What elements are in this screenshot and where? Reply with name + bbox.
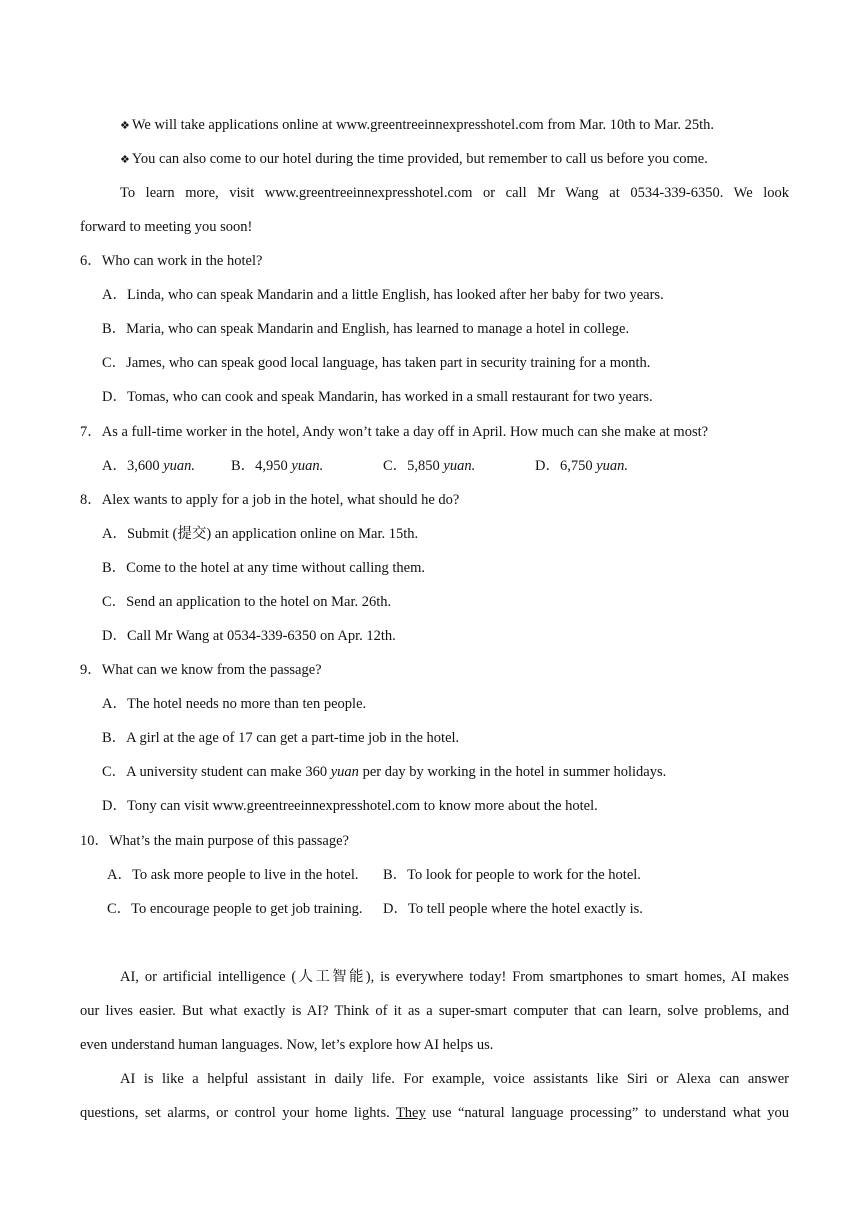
question-9-option-b: B．A girl at the age of 17 can get a part-time job in the hotel. bbox=[102, 730, 460, 746]
diamond-bullet-icon: ❖ bbox=[120, 153, 130, 166]
question-10-option-c: C．To encourage people to get job training. bbox=[107, 901, 363, 917]
question-9-option-c: C．A university student can make 360 yuan per day by working in the hotel in summer holidays. bbox=[102, 764, 667, 780]
question-8-option-d: D．Call Mr Wang at 0534-339-6350 on Apr. 12th. bbox=[102, 628, 396, 644]
question-7-option-d: D．6,750 yuan. bbox=[535, 458, 629, 474]
diamond-bullet-icon: ❖ bbox=[120, 119, 130, 132]
underlined-word-they: They bbox=[395, 1105, 426, 1121]
passage-b-p2-line-2: questions, set alarms, or control your home lights. They use “natural language processing” to understand what you bbox=[80, 1105, 789, 1121]
question-7-option-c: C．5,850 yuan. bbox=[383, 458, 476, 474]
question-8-option-c: C．Send an application to the hotel on Mar. 26th. bbox=[102, 594, 392, 610]
question-6-option-c: C．James, who can speak good local language, has taken part in security training for a month. bbox=[102, 355, 651, 371]
question-6-stem: 6．Who can work in the hotel? bbox=[80, 253, 263, 269]
question-6-option-d: D．Tomas, who can cook and speak Mandarin, has worked in a small restaurant for two years. bbox=[102, 389, 653, 405]
question-9-option-a: A．The hotel needs no more than ten people. bbox=[102, 696, 367, 712]
question-8-option-a: A．Submit (提交) an application online on Mar. 15th. bbox=[102, 526, 419, 542]
passage-b-p1-line-1: AI, or artificial intelligence (人工智能), is everywhere today! From smartphones to smart homes, AI makes bbox=[120, 969, 789, 985]
closing-line-1: To learn more, visit www.greentreeinnexpresshotel.com or call Mr Wang at 0534-339-6350. We look bbox=[120, 185, 789, 201]
question-7-option-b: B．4,950 yuan. bbox=[231, 458, 324, 474]
question-8-stem: 8．Alex wants to apply for a job in the hotel, what should he do? bbox=[80, 492, 460, 508]
bullet-applications-online: ❖ We will take applications online at www.greentreeinnexpresshotel.com from Mar. 10th to Mar. 25th. bbox=[120, 117, 715, 133]
question-7-option-a: A．3,600 yuan. bbox=[102, 458, 196, 474]
question-10-option-b: B．To look for people to work for the hotel. bbox=[383, 867, 641, 883]
passage-b-p1-line-2: our lives easier. But what exactly is AI? Think of it as a super-smart computer that can learn, solve problems, and bbox=[80, 1003, 789, 1019]
question-9-stem: 9．What can we know from the passage? bbox=[80, 662, 322, 678]
question-10-option-a: A．To ask more people to live in the hotel. bbox=[107, 867, 359, 883]
question-7-stem: 7．As a full-time worker in the hotel, Andy won’t take a day off in April. How much can she make at most? bbox=[80, 424, 709, 440]
passage-b-p2-line-1: AI is like a helpful assistant in daily life. For example, voice assistants like Siri or Alexa can answer bbox=[120, 1071, 789, 1087]
closing-line-2: forward to meeting you soon! bbox=[80, 219, 253, 235]
question-8-option-b: B．Come to the hotel at any time without calling them. bbox=[102, 560, 425, 576]
question-10-stem: 10．What’s the main purpose of this passage? bbox=[80, 833, 349, 849]
passage-b-p1-line-3: even understand human languages. Now, let’s explore how AI helps us. bbox=[80, 1037, 494, 1053]
question-6-option-a: A．Linda, who can speak Mandarin and a little English, has looked after her baby for two years. bbox=[102, 287, 664, 303]
bullet-come-to-hotel: ❖ You can also come to our hotel during the time provided, but remember to call us before you come. bbox=[120, 151, 708, 167]
question-9-option-d: D．Tony can visit www.greentreeinnexpresshotel.com to know more about the hotel. bbox=[102, 798, 598, 814]
question-10-option-d: D．To tell people where the hotel exactly is. bbox=[383, 901, 643, 917]
question-6-option-b: B．Maria, who can speak Mandarin and English, has learned to manage a hotel in college. bbox=[102, 321, 630, 337]
